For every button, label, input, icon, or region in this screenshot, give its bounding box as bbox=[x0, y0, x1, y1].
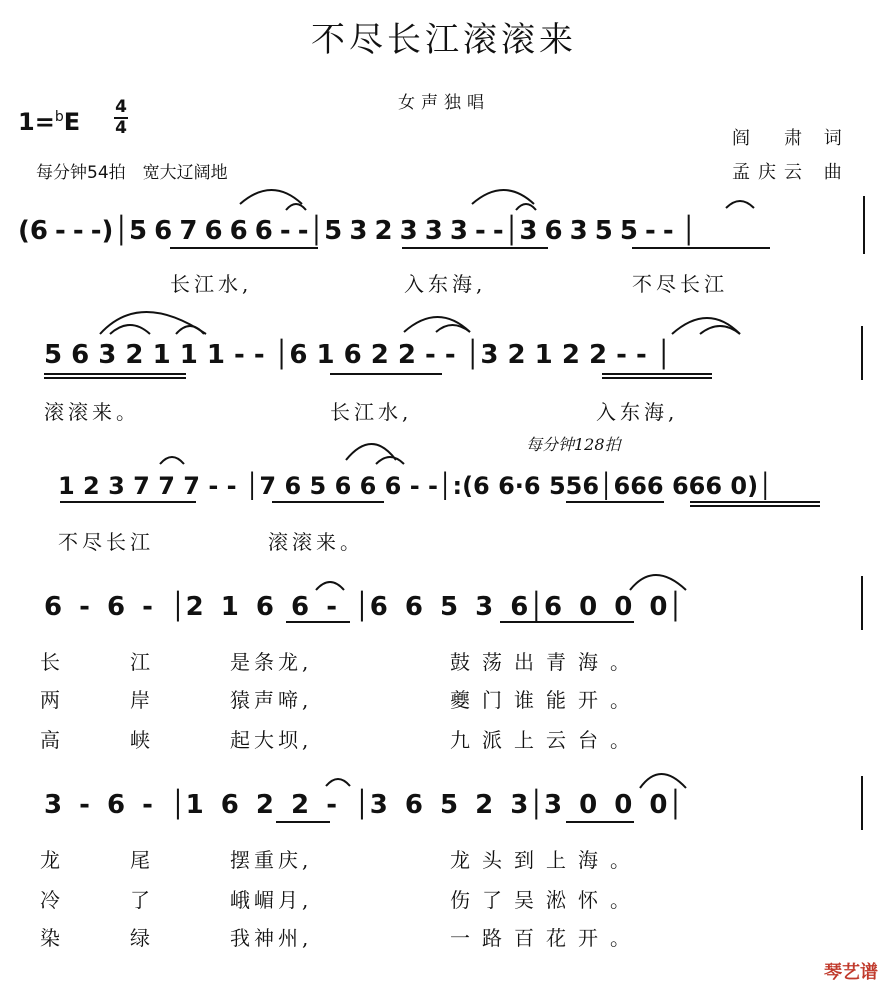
verse-2-word-1: 两 bbox=[40, 688, 64, 712]
lyric-line-3a: 不尽长江 bbox=[58, 530, 154, 554]
watermark-logo: 琴艺谱 bbox=[824, 962, 878, 983]
slur bbox=[630, 575, 686, 590]
key-prefix: 1= bbox=[18, 108, 55, 136]
verse-1-word-4: 鼓荡出青海。 bbox=[450, 650, 642, 674]
verse-1-word-1: 长 bbox=[40, 650, 64, 674]
lyric-line-3b: 滚滚来。 bbox=[268, 530, 364, 554]
notation-line-5: 3 - 6 - │1 6 2 2 - │3 6 5 2 3│3 0 0 0│ bbox=[44, 790, 684, 820]
lyric-line-2c: 入东海, bbox=[596, 400, 679, 424]
slur bbox=[404, 317, 470, 332]
slur bbox=[700, 326, 740, 334]
verse-5-word-4: 伤了吴淞怀。 bbox=[450, 888, 642, 912]
slur bbox=[160, 457, 184, 464]
meter-top: 4 bbox=[115, 97, 127, 117]
verse-6-word-2: 绿 bbox=[130, 926, 154, 950]
notation-line-1: (6 - - -)│5 6 7 6 6 6 - -│5 3 2 3 3 3 - -│3 6 3 5 5 - - │ bbox=[18, 216, 697, 246]
lyric-line-1a: 长江水, bbox=[170, 272, 253, 296]
verse-4-word-2: 尾 bbox=[130, 848, 154, 872]
notation-line-4: 6 - 6 - │2 1 6 6 - │6 6 5 3 6│6 0 0 0│ bbox=[44, 592, 684, 622]
slur bbox=[240, 190, 302, 204]
verse-3-word-1: 高 bbox=[40, 728, 64, 752]
verse-4-word-3: 摆重庆, bbox=[230, 848, 313, 872]
lyricist-credit: 阎 肃 词 bbox=[732, 128, 850, 149]
lyric-line-1b: 入东海, bbox=[404, 272, 487, 296]
slur bbox=[640, 774, 686, 788]
lyric-line-2a: 滚滚来。 bbox=[44, 400, 140, 424]
slur bbox=[100, 312, 206, 334]
flat-sign: b bbox=[54, 109, 64, 125]
key-note: E bbox=[63, 108, 81, 136]
slur bbox=[286, 204, 306, 210]
slur bbox=[436, 325, 470, 332]
verse-5-word-2: 了 bbox=[130, 888, 154, 912]
lyric-line-1c: 不尽长江 bbox=[632, 272, 728, 296]
verse-2-word-2: 岸 bbox=[130, 688, 154, 712]
verse-3-word-4: 九派上云台。 bbox=[450, 728, 642, 752]
notation-line-3: 1 2 3 7 7 7 - - │7 6 5 6 6 6 - -│:(6 6·6 556│666 666 0)│ bbox=[58, 472, 773, 500]
verse-1-word-3: 是条龙, bbox=[230, 650, 313, 674]
verse-5-word-3: 峨嵋月, bbox=[230, 888, 313, 912]
slur bbox=[326, 779, 350, 786]
slur bbox=[672, 318, 740, 334]
verse-1-word-2: 江 bbox=[130, 650, 154, 674]
verse-2-word-3: 猿声啼, bbox=[230, 688, 313, 712]
tempo-change: 每分钟128拍 bbox=[526, 435, 621, 454]
verse-2-word-4: 夔门谁能开。 bbox=[450, 688, 642, 712]
performance-type: 女声独唱 bbox=[398, 93, 490, 113]
verse-6-word-4: 一路百花开。 bbox=[450, 926, 642, 950]
composer-credit: 孟庆云 曲 bbox=[732, 162, 850, 183]
notation-line-2: 5 6 3 2 1 1 1 - - │6 1 6 2 2 - - │3 2 1 2 2 - - │ bbox=[44, 340, 672, 370]
verse-5-word-1: 冷 bbox=[40, 888, 64, 912]
slur bbox=[472, 190, 534, 204]
slur bbox=[726, 201, 754, 208]
verse-6-word-1: 染 bbox=[40, 926, 64, 950]
slur bbox=[516, 204, 536, 210]
lyric-line-2b: 长江水, bbox=[330, 400, 413, 424]
verse-6-word-3: 我神州, bbox=[230, 926, 313, 950]
verse-4-word-4: 龙头到上海。 bbox=[450, 848, 642, 872]
slur bbox=[110, 325, 150, 334]
slur bbox=[376, 457, 404, 464]
song-title: 不尽长江滚滚来 bbox=[311, 20, 577, 60]
verse-3-word-2: 峡 bbox=[130, 728, 154, 752]
tempo-marking: 每分钟54拍 宽大辽阔地 bbox=[36, 163, 228, 183]
verse-3-word-3: 起大坝, bbox=[230, 728, 313, 752]
slur bbox=[316, 582, 344, 590]
meter-bottom: 4 bbox=[115, 118, 127, 138]
slur bbox=[176, 326, 204, 334]
verse-4-word-1: 龙 bbox=[40, 848, 64, 872]
